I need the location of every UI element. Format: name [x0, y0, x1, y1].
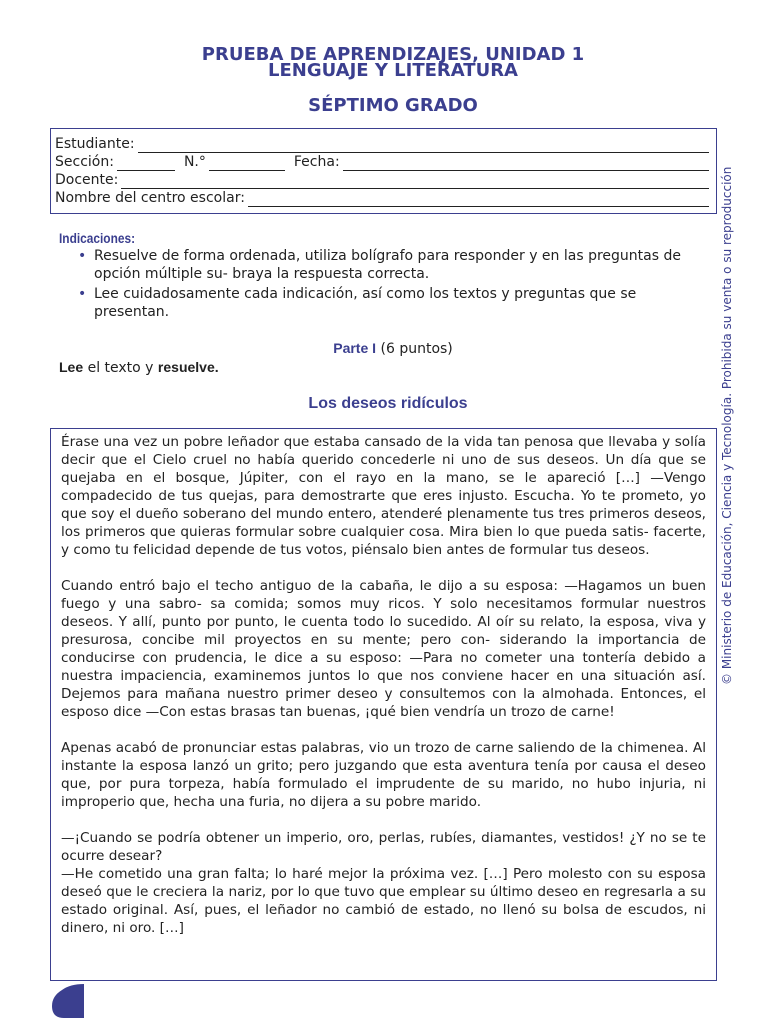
student-field[interactable] — [138, 139, 709, 153]
section-row — [55, 153, 712, 171]
grade-title: SÉPTIMO GRADO — [308, 95, 478, 116]
teacher-field[interactable] — [121, 175, 709, 189]
date-label: Fecha: — [293, 154, 340, 170]
story-paragraph: Érase una vez un pobre leñador que estaba cansado de la vida tan penosa que llevaba y solía decir que el Cielo cruel no había querido concederle ni uno de sus deseos. Un día que se quejaba en el bosque, Júpiter, con el rayo en la mano, se le apareció […] —Vengo compadecido de tus quejas, para demostrarte que eres injusto. Escucha. Yo te prometo, yo que soy el dueño soberano del mundo entero, atenderé plenamente tus tres primeros deseos, los primeros que quieras formular sobre cualquier cosa. Mira bien lo que pueda satis- facerte, y como tu felicidad depende de tus votos, piénsalo bien antes de formular tus deseos. — [61, 434, 706, 558]
story-paragraph: Cuando entró bajo el techo antiguo de la cabaña, le dijo a su esposa: —Hagamos un buen fuego y una sabro- sa comida; somos muy ricos. Y solo necesitamos formular nuestros deseos. Y allí, punto por punto, le cuenta todo lo sucedido. Al oír su relato, la esposa, viva y presurosa, concibe mil proyectos en su mente; pero con- siderando la importancia de conducirse con prudencia, le dice a su esposo: —Para no cometer una tontería debido a nuestra impaciencia, examinemos juntos lo que nos conviene hacer en una situación así. Dejemos para mañana nuestro primer deseo y consultemos con la almohada. Entonces, el esposo dice —Con estas brasas tan buenas, ¡qué bien vendría un trozo de carne! — [61, 578, 706, 720]
instructions-list — [78, 247, 708, 323]
date-field[interactable] — [343, 157, 709, 171]
instruction-item: • Lee cuidadosamente cada indicación, así como los textos y preguntas que se presentan. — [78, 285, 708, 321]
title-line-2: LENGUAJE Y LITERATURA — [268, 60, 518, 81]
page-corner-tab-icon — [52, 984, 84, 1018]
story-paragraph: —¡Cuando se podría obtener un imperio, oro, perlas, rubíes, diamantes, vestidos! ¿Y no se te ocurre desear? — [61, 830, 706, 864]
reading-prompt — [59, 359, 219, 376]
story-paragraph: Apenas acabó de pronunciar estas palabras, vio un trozo de carne saliendo de la chimenea. Al instante la esposa lanzó un grito; pero juzgando que esta aventura tenía por causa el deseo que, por pura torpeza, había formulado el imprudente de su marido, no hubo injuria, ni improperio que, hecha una furia, no dijera a su pobre marido. — [61, 740, 706, 810]
school-row — [55, 189, 712, 207]
title-line-1: PRUEBA DE APRENDIZAJES, UNIDAD 1 — [201, 44, 585, 65]
number-field[interactable] — [209, 157, 285, 171]
teacher-row — [55, 171, 712, 189]
section-field[interactable] — [117, 157, 175, 171]
instructions-title: Indicaciones: — [59, 230, 136, 246]
prompt-middle: el texto y — [87, 360, 154, 376]
section-label: Sección: — [55, 154, 114, 170]
student-info-box — [50, 128, 717, 214]
story-title: Los deseos ridículos — [308, 395, 468, 412]
copyright-text: © Ministerio de Educación, Ciencia y Tecnología. Prohibida su venta o su reproducción — [720, 166, 734, 685]
teacher-label: Docente: — [55, 172, 119, 188]
part-points: (6 puntos) — [380, 341, 453, 357]
part-label: Parte I — [333, 340, 377, 356]
student-row — [55, 135, 712, 153]
prompt-resuelve: resuelve. — [157, 359, 219, 375]
school-field[interactable] — [248, 193, 709, 207]
part-heading — [0, 340, 768, 357]
story-text-box — [50, 428, 717, 981]
instruction-item: • Resuelve de forma ordenada, utiliza bolígrafo para responder y en las preguntas de opción múltiple su- braya la respuesta correcta. — [78, 247, 708, 283]
prompt-lee: Lee — [59, 359, 84, 375]
copyright-sidebar — [718, 120, 738, 685]
student-label: Estudiante: — [55, 136, 135, 152]
number-label: N.° — [183, 154, 206, 170]
school-label: Nombre del centro escolar: — [55, 190, 245, 206]
story-paragraph: —He cometido una gran falta; lo haré mejor la próxima vez. […] Pero molesto con su esposa deseó que le creciera la nariz, por lo que tuvo que emplear su último deseo en regresarla a su estado original. Así, pues, el leñador no cambió de estado, no llenó su bolsa de escudos, ni dinero, ni oro. […] — [61, 866, 706, 936]
